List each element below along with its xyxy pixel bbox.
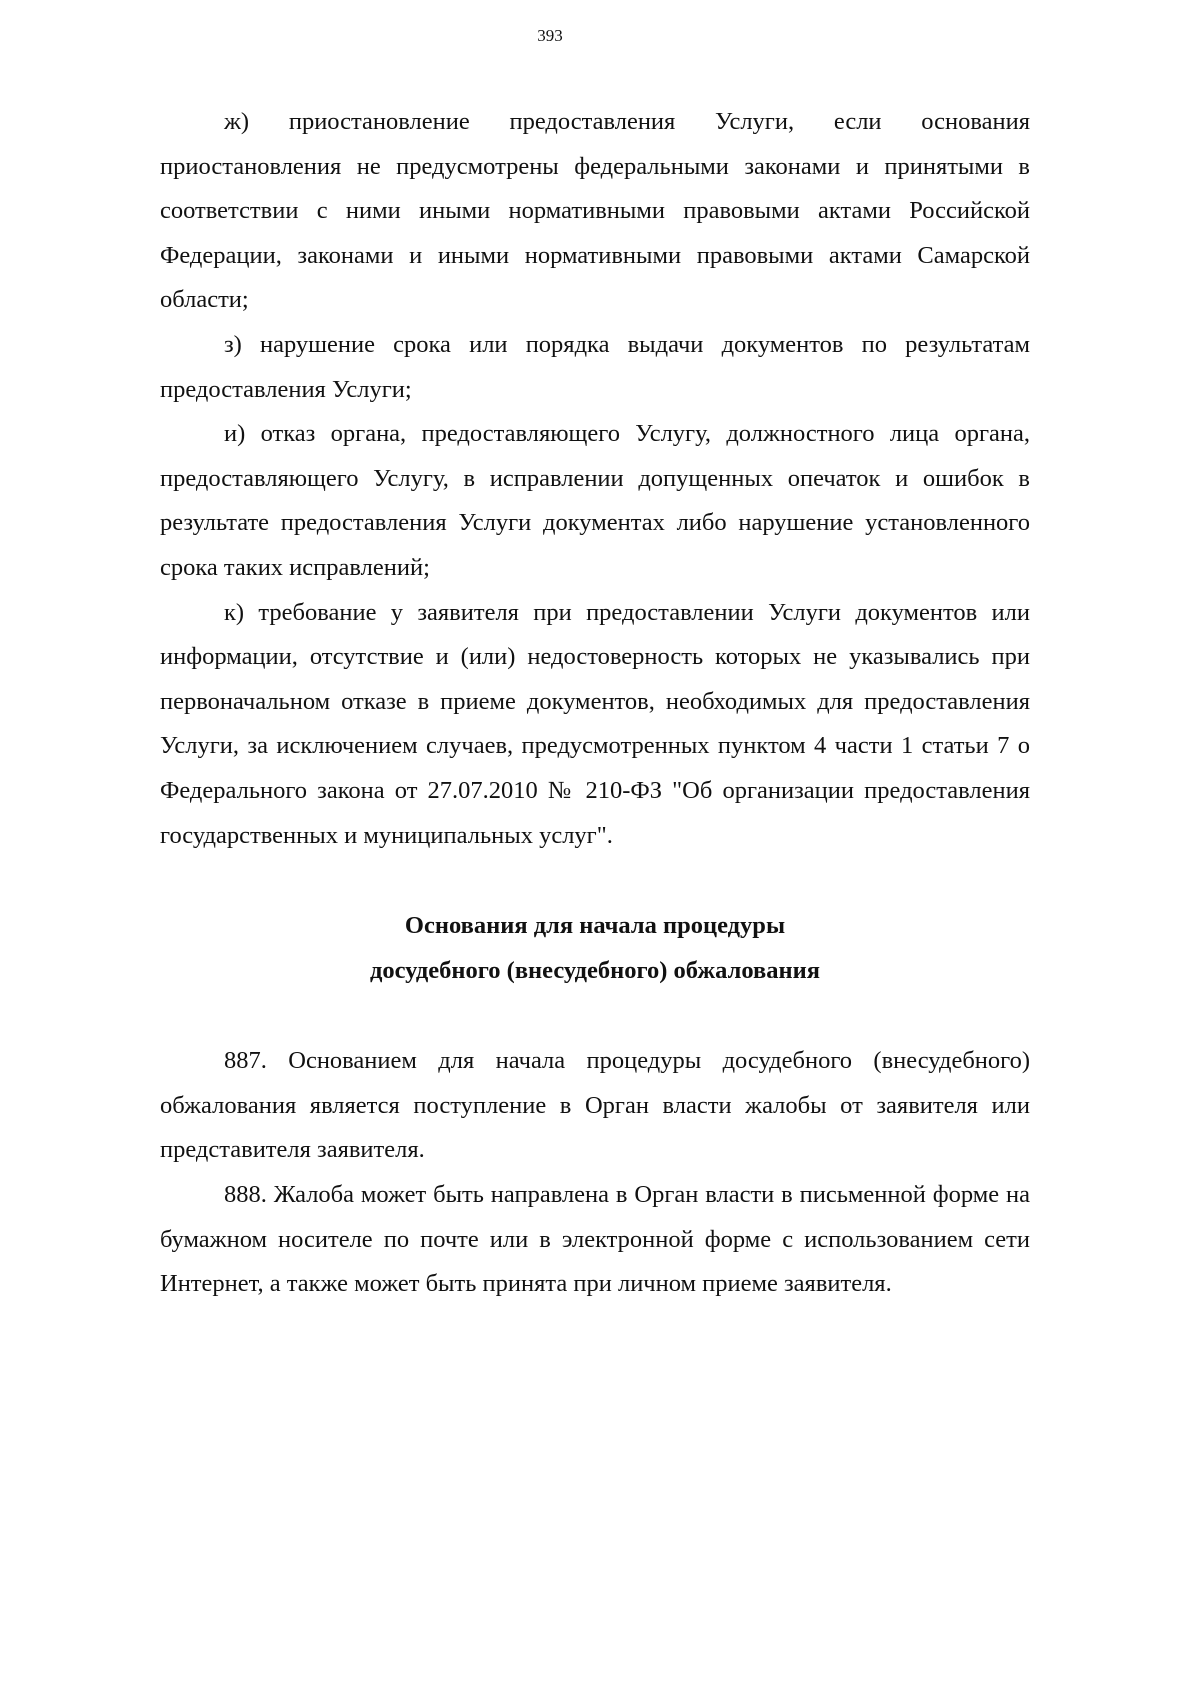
section-heading: [160, 904, 1030, 993]
paragraph-item-i: и) отказ органа, предоставляющего Услугу, должностного лица органа, предоставляющего Услугу, в исправлении допущенных опечаток и ошибок в результате предоставления Услуги документах либо нарушение установленного срока таких исправлений;: [160, 420, 1030, 581]
document-body: [160, 100, 1030, 1307]
section-heading-line-2: досудебного (внесудебного) обжалования: [369, 956, 821, 984]
paragraph-888: 888. Жалоба может быть направлена в Орган власти в письменной форме на бумажном носителе по почте или в электронной форме с использованием сети Интернет, а также может быть принята при личном приеме заявителя.: [160, 1181, 1030, 1298]
paragraph-item-z: з) нарушение срока или порядка выдачи документов по результатам предоставления Услуги;: [160, 330, 1030, 403]
paragraph-887: 887. Основанием для начала процедуры досудебного (внесудебного) обжалования является поступление в Орган власти жалобы от заявителя или представителя заявителя.: [160, 1047, 1030, 1164]
paragraph-item-zh: ж) приостановление предоставления Услуги, если основания приостановления не предусмотрены федеральными законами и принятыми в соответствии с ними иными нормативными правовыми актами Российской Федерации, законами и иными нормативными правовыми актами Самарской области;: [160, 108, 1030, 314]
paragraph-item-k: к) требование у заявителя при предоставлении Услуги документов или информации, отсутствие и (или) недостоверность которых не указывались при первоначальном отказе в приеме документов, необходимых для предоставления Услуги, за исключением случаев, предусмотренных пунктом 4 части 1 статьи 7 о Федерального закона от 27.07.2010 № 210-ФЗ "Об организации предоставления государственных и муниципальных услуг".: [160, 598, 1030, 849]
section-heading-line-1: Основания для начала процедуры: [404, 912, 786, 940]
page-number: 393: [537, 26, 563, 45]
